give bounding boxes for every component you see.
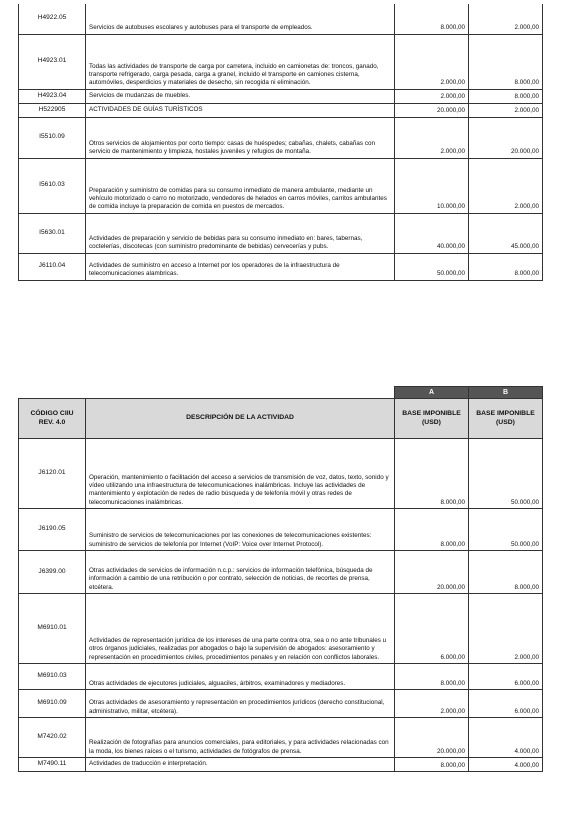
activity-code: I5510.09 [19,117,86,158]
base-b-value: 2.000,00 [469,594,543,664]
activity-code: H522905 [19,103,86,117]
activity-description: Otras actividades de ejecutores judiciales, alguaciles, árbitros, examinadores y mediadores. [86,664,395,690]
table-row [19,213,543,253]
header-base-a: BASE IMPONIBLE (USD) [395,399,469,439]
table-row [19,690,543,718]
base-a-value: 40.000,00 [395,213,469,253]
activity-code: J6190.05 [19,509,86,551]
base-b-value: 8.000,00 [469,34,543,89]
activity-code: I5610.03 [19,158,86,213]
table-header-row [19,399,543,439]
activity-code: J6120.01 [19,439,86,509]
activity-description: Actividades de traducción e interpretación. [86,758,395,772]
table-row [19,34,543,89]
activities-table-bottom [18,386,543,772]
activities-table-top [18,4,543,281]
header-code: CÓDIGO CIIU REV. 4.0 [19,399,86,439]
activity-description: Servicios de autobuses escolares y autobuses para el transporte de empleados. [86,4,395,34]
base-a-value: 2.000,00 [395,89,469,103]
base-a-value: 20.000,00 [395,718,469,758]
column-letter-a: A [395,387,469,399]
activity-code: I5630.01 [19,213,86,253]
activity-description: Servicios de mudanzas de muebles. [86,89,395,103]
base-b-value: 8.000,00 [469,551,543,594]
activity-description: Actividades de representación jurídica de los intereses de una parte contra otra, sea o no ante tribunales u otros órganos judiciales, realizadas por abogados o bajo la supervisión de abogados: asesoramiento y representación en procedimientos civiles, procedimientos penales y en relación con conflictos laborales. [86,594,395,664]
table-row [19,89,543,103]
activity-code: H4922.05 [19,4,86,34]
activity-code: J6110.04 [19,253,86,280]
base-b-value: 8.000,00 [469,253,543,280]
activity-description: Preparación y suministro de comidas para su consumo inmediato de manera ambulante, mediante un vehículo motorizado o carro no motorizado, vendedores de helados en carros móviles, carritos ambulantes de comida incluye la preparación de comida en puestos de mercados. [86,158,395,213]
header-description: DESCRIPCIÓN DE LA ACTIVIDAD [86,399,395,439]
table-row [19,718,543,758]
activity-description: Realización de fotografías para anuncios comerciales, para editoriales, y para actividades relacionadas con la moda, los bienes raíces o el turismo, actividades de fotógrafos de prensa. [86,718,395,758]
base-b-value: 2.000,00 [469,158,543,213]
activity-code: M7420.02 [19,718,86,758]
base-a-value: 8.000,00 [395,664,469,690]
base-a-value: 8.000,00 [395,439,469,509]
base-a-value: 20.000,00 [395,551,469,594]
column-letter-b: B [469,387,543,399]
activity-code: H4923.01 [19,34,86,89]
base-a-value: 2.000,00 [395,34,469,89]
base-a-value: 2.000,00 [395,690,469,718]
activity-code: M6910.01 [19,594,86,664]
base-a-value: 2.000,00 [395,117,469,158]
activity-description: Actividades de preparación y servicio de bebidas para su consumo inmediato en: bares, tabernas, coctelerías, discotecas (con suministro predominante de bebidas) cervecerías y pubs. [86,213,395,253]
base-b-value: 4.000,00 [469,758,543,772]
base-a-value: 6.000,00 [395,594,469,664]
base-a-value: 20.000,00 [395,103,469,117]
base-a-value: 10.000,00 [395,158,469,213]
activity-code: M6910.03 [19,664,86,690]
base-a-value: 8.000,00 [395,4,469,34]
activity-description: ACTIVIDADES DE GUÍAS TURÍSTICOS [86,103,395,117]
activity-description: Otras actividades de asesoramiento y representación en procedimientos jurídicos (derecho constitucional, administrativo, militar, etcétera). [86,690,395,718]
table-row [19,117,543,158]
base-b-value: 8.000,00 [469,89,543,103]
activity-description: Actividades de suministro en acceso a Internet por los operadores de la infraestructura de telecomunicaciones alambricas. [86,253,395,280]
base-a-value: 8.000,00 [395,758,469,772]
activity-description: Operación, mantenimiento o facilitación del acceso a servicios de transmisión de voz, datos, texto, sonido y vídeo utilizando una infraestructura de telecomunicaciones inalámbricas. Incluye las actividades de mantenimiento y explotación de redes de radio búsqueda y de telefonía móvil y otras redes de telecomunicaciones inalámbricas. [86,439,395,509]
table-row [19,758,543,772]
base-b-value: 6.000,00 [469,664,543,690]
table-row [19,158,543,213]
activity-description: Otros servicios de alojamientos por corto tiempo: casas de huéspedes; cabañas, chalets, cabañas con servicio de mantenimiento y limpieza, hostales juveniles y refugios de montaña. [86,117,395,158]
table-row [19,4,543,34]
activity-description: Todas las actividades de transporte de carga por carretera, incluido en camionetas de: troncos, ganado, transporte refrigerado, carga pesada, carga a granel, incluido el transporte en camiones cisterna, automóviles, desperdicios y materiales de desecho, sin recogida ni eliminación. [86,34,395,89]
activity-code: J6399.00 [19,551,86,594]
table-row [19,103,543,117]
table-row [19,509,543,551]
base-b-value: 50.000,00 [469,439,543,509]
activity-description: Otras actividades de servicios de información n.c.p.: servicios de información telefónica, búsqueda de información a cambio de una retribución o por contrato, selección de noticias, de recortes de prensa, etcétera. [86,551,395,594]
base-b-value: 2.000,00 [469,4,543,34]
table-row [19,253,543,280]
base-b-value: 20.000,00 [469,117,543,158]
activity-code: H4923.04 [19,89,86,103]
table-row [19,439,543,509]
base-a-value: 50.000,00 [395,253,469,280]
activity-code: M6910.09 [19,690,86,718]
activity-code: M7490.11 [19,758,86,772]
table-row [19,664,543,690]
column-letter-row [19,387,543,399]
base-b-value: 50.000,00 [469,509,543,551]
base-b-value: 4.000,00 [469,718,543,758]
base-b-value: 6.000,00 [469,690,543,718]
table-row [19,594,543,664]
table-row [19,551,543,594]
base-a-value: 8.000,00 [395,509,469,551]
base-b-value: 2.000,00 [469,103,543,117]
header-base-b: BASE IMPONIBLE (USD) [469,399,543,439]
base-b-value: 45.000,00 [469,213,543,253]
activity-description: Suministro de servicios de telecomunicaciones por las conexiones de telecomunicaciones existentes: suministro de servicios de telefonía por Internet (VoIP: Voice over Internet Protocol). [86,509,395,551]
